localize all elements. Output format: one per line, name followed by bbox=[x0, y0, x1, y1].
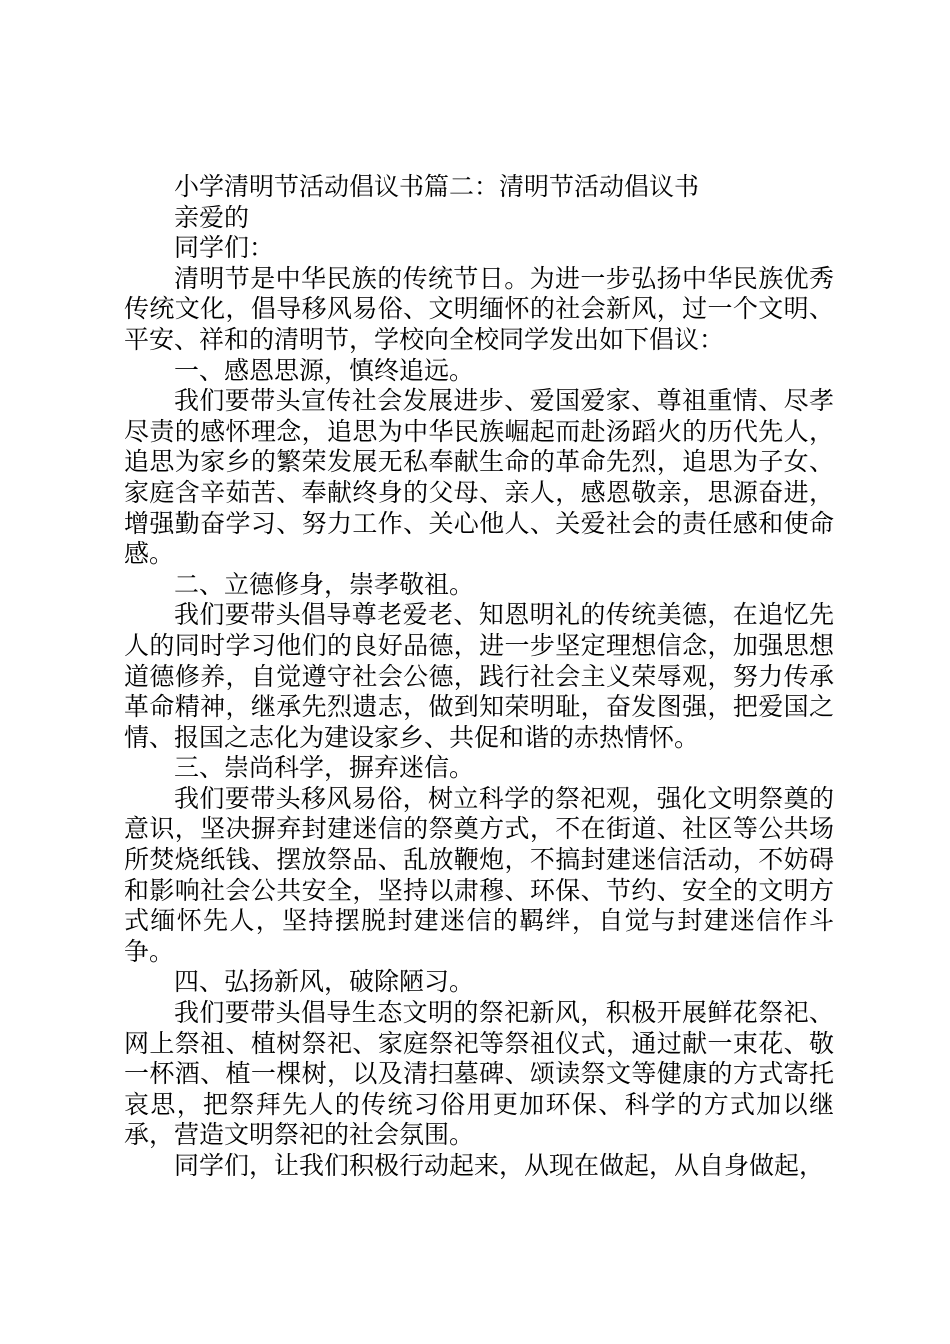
section-heading-3: 三、崇尚科学，摒弃迷信。 bbox=[174, 753, 475, 783]
closing-paragraph: 同学们，让我们积极行动起来，从现在做起，从自身做起， bbox=[174, 1151, 825, 1180]
document-title-line: 小学清明节活动倡议书篇二：清明节活动倡议书 bbox=[174, 172, 700, 201]
section-heading-4: 四、弘扬新风，破除陋习。 bbox=[174, 967, 475, 997]
section-heading-1: 一、感恩思源，慎终追远。 bbox=[174, 355, 475, 385]
section-body-2: 我们要带头倡导尊老爱老、知恩明礼的传统美德，在追忆先人的同时学习他们的良好品德，进一步坚定理想信念，加强思想道德修养，自觉遵守社会公德，践行社会主义荣辱观，努力传承革命精神，继承先烈遗志，做到知荣明耻，奋发图强，把爱国之情、报国之志化为建设家乡、共促和谐的赤热情怀。 bbox=[124, 600, 834, 752]
intro-paragraph: 清明节是中华民族的传统节日。为进一步弘扬中华民族优秀传统文化，倡导移风易俗、文明缅怀的社会新风，过一个文明、平安、祥和的清明节，学校向全校同学发出如下倡议： bbox=[124, 263, 834, 354]
section-body-1: 我们要带头宣传社会发展进步、爱国爱家、尊祖重情、尽孝尽责的感怀理念，追思为中华民族崛起而赴汤蹈火的历代先人，追思为家乡的繁荣发展无私奉献生命的革命先烈，追思为子女、家庭含辛茹苦、奉献终身的父母、亲人，感恩敬亲，思源奋进，增强勤奋学习、努力工作、关心他人、关爱社会的责任感和使命感。 bbox=[124, 386, 834, 569]
section-body-3: 我们要带头移风易俗，树立科学的祭祀观，强化文明祭奠的意识，坚决摒弃封建迷信的祭奠方式，不在街道、社区等公共场所焚烧纸钱、摆放祭品、乱放鞭炮，不搞封建迷信活动，不妨碍和影响社会公共安全，坚持以肃穆、环保、节约、安全的文明方式缅怀先人，坚持摆脱封建迷信的羁绊，自觉与封建迷信作斗争。 bbox=[124, 783, 834, 966]
salutation-line-2: 同学们： bbox=[174, 233, 275, 263]
salutation-line-1: 亲爱的 bbox=[174, 202, 250, 232]
section-heading-2: 二、立德修身，崇孝敬祖。 bbox=[174, 569, 475, 599]
section-body-4: 我们要带头倡导生态文明的祭祀新风，积极开展鲜花祭祀、网上祭祖、植树祭祀、家庭祭祀等祭祖仪式，通过献一束花、敬一杯酒、植一棵树，以及清扫墓碑、颂读祭文等健康的方式寄托哀思，把祭拜先人的传统习俗用更加环保、科学的方式加以继承，营造文明祭祀的社会氛围。 bbox=[124, 998, 834, 1150]
document-body bbox=[124, 172, 834, 1182]
